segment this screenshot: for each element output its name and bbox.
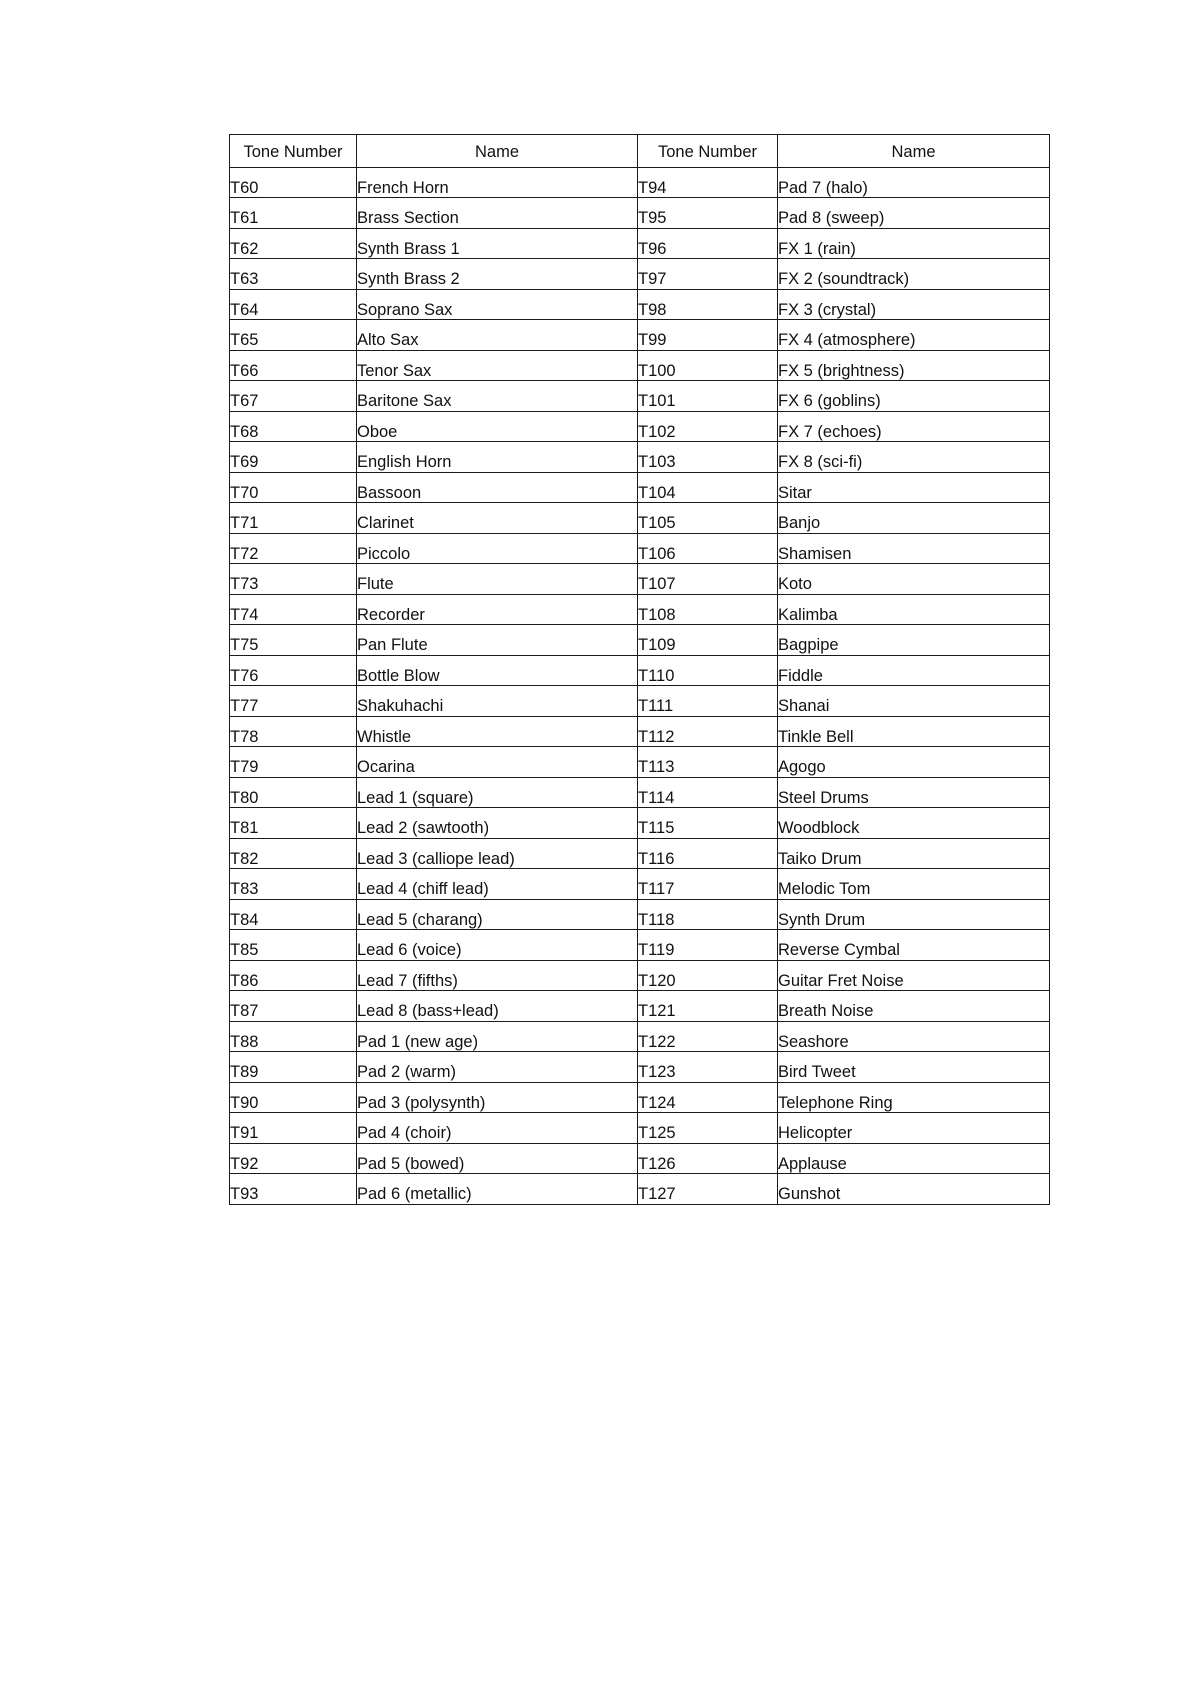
tone-number-cell: T85 bbox=[230, 930, 357, 961]
tone-name-cell: Tenor Sax bbox=[357, 350, 638, 381]
tone-name-cell: Pad 3 (polysynth) bbox=[357, 1082, 638, 1113]
tone-number-cell: T120 bbox=[638, 960, 778, 991]
tone-number-cell: T75 bbox=[230, 625, 357, 656]
tone-name-cell: Pad 4 (choir) bbox=[357, 1113, 638, 1144]
header-name-right: Name bbox=[778, 135, 1050, 168]
table-row bbox=[230, 625, 1050, 656]
table-row bbox=[230, 350, 1050, 381]
tone-name-cell: Kalimba bbox=[778, 594, 1050, 625]
tone-number-cell: T104 bbox=[638, 472, 778, 503]
tone-number-cell: T89 bbox=[230, 1052, 357, 1083]
table-row bbox=[230, 320, 1050, 351]
tone-number-cell: T65 bbox=[230, 320, 357, 351]
tone-number-cell: T116 bbox=[638, 838, 778, 869]
table-row bbox=[230, 167, 1050, 198]
tone-name-cell: Bottle Blow bbox=[357, 655, 638, 686]
tone-name-cell: Reverse Cymbal bbox=[778, 930, 1050, 961]
tone-number-cell: T74 bbox=[230, 594, 357, 625]
tone-number-cell: T72 bbox=[230, 533, 357, 564]
tone-number-cell: T124 bbox=[638, 1082, 778, 1113]
tone-name-cell: Synth Brass 1 bbox=[357, 228, 638, 259]
tone-name-cell: Pad 1 (new age) bbox=[357, 1021, 638, 1052]
tone-number-cell: T69 bbox=[230, 442, 357, 473]
tone-name-cell: Telephone Ring bbox=[778, 1082, 1050, 1113]
tone-number-cell: T80 bbox=[230, 777, 357, 808]
tone-number-cell: T117 bbox=[638, 869, 778, 900]
table-row bbox=[230, 442, 1050, 473]
tone-number-cell: T105 bbox=[638, 503, 778, 534]
tone-name-cell: French Horn bbox=[357, 167, 638, 198]
table-row bbox=[230, 533, 1050, 564]
table-row bbox=[230, 716, 1050, 747]
tone-name-cell: Banjo bbox=[778, 503, 1050, 534]
tone-number-cell: T92 bbox=[230, 1143, 357, 1174]
tone-name-cell: Flute bbox=[357, 564, 638, 595]
tone-name-cell: Melodic Tom bbox=[778, 869, 1050, 900]
tone-number-cell: T61 bbox=[230, 198, 357, 229]
tone-number-cell: T77 bbox=[230, 686, 357, 717]
header-tone-number-left: Tone Number bbox=[230, 135, 357, 168]
tone-name-cell: Lead 1 (square) bbox=[357, 777, 638, 808]
tone-name-cell: Clarinet bbox=[357, 503, 638, 534]
table-row bbox=[230, 1113, 1050, 1144]
tone-name-cell: Lead 5 (charang) bbox=[357, 899, 638, 930]
table-row bbox=[230, 1174, 1050, 1205]
tone-name-cell: Pad 8 (sweep) bbox=[778, 198, 1050, 229]
tone-number-cell: T114 bbox=[638, 777, 778, 808]
tone-name-cell: Koto bbox=[778, 564, 1050, 595]
tone-number-cell: T93 bbox=[230, 1174, 357, 1205]
tone-name-cell: Guitar Fret Noise bbox=[778, 960, 1050, 991]
tone-name-cell: Piccolo bbox=[357, 533, 638, 564]
table-row bbox=[230, 1021, 1050, 1052]
tone-name-cell: Tinkle Bell bbox=[778, 716, 1050, 747]
tone-number-cell: T122 bbox=[638, 1021, 778, 1052]
tone-name-cell: FX 4 (atmosphere) bbox=[778, 320, 1050, 351]
tone-name-cell: Lead 7 (fifths) bbox=[357, 960, 638, 991]
tone-name-cell: FX 8 (sci-fi) bbox=[778, 442, 1050, 473]
tone-number-cell: T127 bbox=[638, 1174, 778, 1205]
table-row bbox=[230, 686, 1050, 717]
tone-name-cell: Steel Drums bbox=[778, 777, 1050, 808]
tone-name-cell: FX 1 (rain) bbox=[778, 228, 1050, 259]
tone-name-cell: Agogo bbox=[778, 747, 1050, 778]
tone-name-cell: Brass Section bbox=[357, 198, 638, 229]
header-name-left: Name bbox=[357, 135, 638, 168]
table-row bbox=[230, 930, 1050, 961]
tone-name-cell: Gunshot bbox=[778, 1174, 1050, 1205]
tone-number-cell: T62 bbox=[230, 228, 357, 259]
tone-name-cell: English Horn bbox=[357, 442, 638, 473]
tone-name-cell: Pad 2 (warm) bbox=[357, 1052, 638, 1083]
tone-number-cell: T83 bbox=[230, 869, 357, 900]
tone-name-cell: Soprano Sax bbox=[357, 289, 638, 320]
tone-number-cell: T71 bbox=[230, 503, 357, 534]
tone-number-cell: T103 bbox=[638, 442, 778, 473]
tone-name-cell: Ocarina bbox=[357, 747, 638, 778]
table-row bbox=[230, 777, 1050, 808]
tone-number-cell: T91 bbox=[230, 1113, 357, 1144]
tone-number-cell: T126 bbox=[638, 1143, 778, 1174]
table-row bbox=[230, 869, 1050, 900]
tone-name-cell: FX 5 (brightness) bbox=[778, 350, 1050, 381]
tone-name-cell: Pan Flute bbox=[357, 625, 638, 656]
table-row bbox=[230, 838, 1050, 869]
tone-name-cell: Recorder bbox=[357, 594, 638, 625]
table-row bbox=[230, 808, 1050, 839]
tone-number-cell: T98 bbox=[638, 289, 778, 320]
tone-number-cell: T78 bbox=[230, 716, 357, 747]
tone-number-cell: T70 bbox=[230, 472, 357, 503]
table-body bbox=[230, 167, 1050, 1204]
tone-number-cell: T96 bbox=[638, 228, 778, 259]
tone-number-cell: T102 bbox=[638, 411, 778, 442]
tone-name-cell: Applause bbox=[778, 1143, 1050, 1174]
tone-number-cell: T108 bbox=[638, 594, 778, 625]
tone-number-cell: T101 bbox=[638, 381, 778, 412]
tone-number-cell: T86 bbox=[230, 960, 357, 991]
table-row bbox=[230, 1082, 1050, 1113]
tone-number-cell: T106 bbox=[638, 533, 778, 564]
tone-name-cell: Fiddle bbox=[778, 655, 1050, 686]
tone-name-cell: Shamisen bbox=[778, 533, 1050, 564]
table-row bbox=[230, 198, 1050, 229]
tone-name-cell: Whistle bbox=[357, 716, 638, 747]
tone-name-cell: Baritone Sax bbox=[357, 381, 638, 412]
table-row bbox=[230, 259, 1050, 290]
table-row bbox=[230, 503, 1050, 534]
header-tone-number-right: Tone Number bbox=[638, 135, 778, 168]
tone-number-cell: T82 bbox=[230, 838, 357, 869]
tone-name-cell: FX 7 (echoes) bbox=[778, 411, 1050, 442]
tone-number-cell: T66 bbox=[230, 350, 357, 381]
tone-name-cell: Bassoon bbox=[357, 472, 638, 503]
tone-name-cell: Synth Brass 2 bbox=[357, 259, 638, 290]
tone-number-cell: T111 bbox=[638, 686, 778, 717]
tone-name-cell: Sitar bbox=[778, 472, 1050, 503]
tone-number-cell: T115 bbox=[638, 808, 778, 839]
table-row bbox=[230, 1143, 1050, 1174]
tone-name-cell: Taiko Drum bbox=[778, 838, 1050, 869]
table-row bbox=[230, 747, 1050, 778]
tone-name-cell: Lead 3 (calliope lead) bbox=[357, 838, 638, 869]
tone-number-cell: T95 bbox=[638, 198, 778, 229]
table-row bbox=[230, 228, 1050, 259]
header-row bbox=[230, 135, 1050, 168]
tone-name-cell: Woodblock bbox=[778, 808, 1050, 839]
tone-number-cell: T109 bbox=[638, 625, 778, 656]
tone-number-cell: T119 bbox=[638, 930, 778, 961]
table-row bbox=[230, 564, 1050, 595]
tone-number-cell: T79 bbox=[230, 747, 357, 778]
tone-name-cell: Pad 7 (halo) bbox=[778, 167, 1050, 198]
tone-number-cell: T107 bbox=[638, 564, 778, 595]
tone-number-cell: T118 bbox=[638, 899, 778, 930]
table-row bbox=[230, 655, 1050, 686]
tone-number-cell: T94 bbox=[638, 167, 778, 198]
tone-number-cell: T67 bbox=[230, 381, 357, 412]
tone-name-cell: Helicopter bbox=[778, 1113, 1050, 1144]
tone-name-cell: Seashore bbox=[778, 1021, 1050, 1052]
tone-name-cell: Oboe bbox=[357, 411, 638, 442]
tone-number-cell: T123 bbox=[638, 1052, 778, 1083]
table-header bbox=[230, 135, 1050, 168]
table-row bbox=[230, 381, 1050, 412]
tone-number-cell: T63 bbox=[230, 259, 357, 290]
tone-number-cell: T110 bbox=[638, 655, 778, 686]
tone-name-cell: Breath Noise bbox=[778, 991, 1050, 1022]
tone-number-cell: T125 bbox=[638, 1113, 778, 1144]
tone-number-cell: T60 bbox=[230, 167, 357, 198]
table-row bbox=[230, 1052, 1050, 1083]
tone-number-cell: T88 bbox=[230, 1021, 357, 1052]
table-row bbox=[230, 991, 1050, 1022]
tone-name-cell: FX 6 (goblins) bbox=[778, 381, 1050, 412]
table-row bbox=[230, 289, 1050, 320]
tone-name-cell: Lead 2 (sawtooth) bbox=[357, 808, 638, 839]
tone-number-cell: T121 bbox=[638, 991, 778, 1022]
table-row bbox=[230, 960, 1050, 991]
tone-number-cell: T113 bbox=[638, 747, 778, 778]
tone-name-cell: Pad 5 (bowed) bbox=[357, 1143, 638, 1174]
tone-name-cell: FX 3 (crystal) bbox=[778, 289, 1050, 320]
tone-name-cell: Bird Tweet bbox=[778, 1052, 1050, 1083]
tone-name-cell: FX 2 (soundtrack) bbox=[778, 259, 1050, 290]
table-row bbox=[230, 472, 1050, 503]
tone-number-cell: T100 bbox=[638, 350, 778, 381]
tone-number-cell: T90 bbox=[230, 1082, 357, 1113]
tone-number-cell: T76 bbox=[230, 655, 357, 686]
tone-name-cell: Shakuhachi bbox=[357, 686, 638, 717]
tone-list-table bbox=[229, 134, 1050, 1205]
tone-name-cell: Shanai bbox=[778, 686, 1050, 717]
tone-name-cell: Alto Sax bbox=[357, 320, 638, 351]
tone-number-cell: T73 bbox=[230, 564, 357, 595]
tone-name-cell: Pad 6 (metallic) bbox=[357, 1174, 638, 1205]
tone-number-cell: T87 bbox=[230, 991, 357, 1022]
tone-number-cell: T97 bbox=[638, 259, 778, 290]
tone-name-cell: Bagpipe bbox=[778, 625, 1050, 656]
tone-name-cell: Synth Drum bbox=[778, 899, 1050, 930]
tone-number-cell: T81 bbox=[230, 808, 357, 839]
tone-name-cell: Lead 6 (voice) bbox=[357, 930, 638, 961]
tone-number-cell: T68 bbox=[230, 411, 357, 442]
table-row bbox=[230, 899, 1050, 930]
table-row bbox=[230, 594, 1050, 625]
tone-name-cell: Lead 8 (bass+lead) bbox=[357, 991, 638, 1022]
tone-number-cell: T99 bbox=[638, 320, 778, 351]
tone-number-cell: T112 bbox=[638, 716, 778, 747]
tone-number-cell: T64 bbox=[230, 289, 357, 320]
table-row bbox=[230, 411, 1050, 442]
tone-name-cell: Lead 4 (chiff lead) bbox=[357, 869, 638, 900]
tone-number-cell: T84 bbox=[230, 899, 357, 930]
